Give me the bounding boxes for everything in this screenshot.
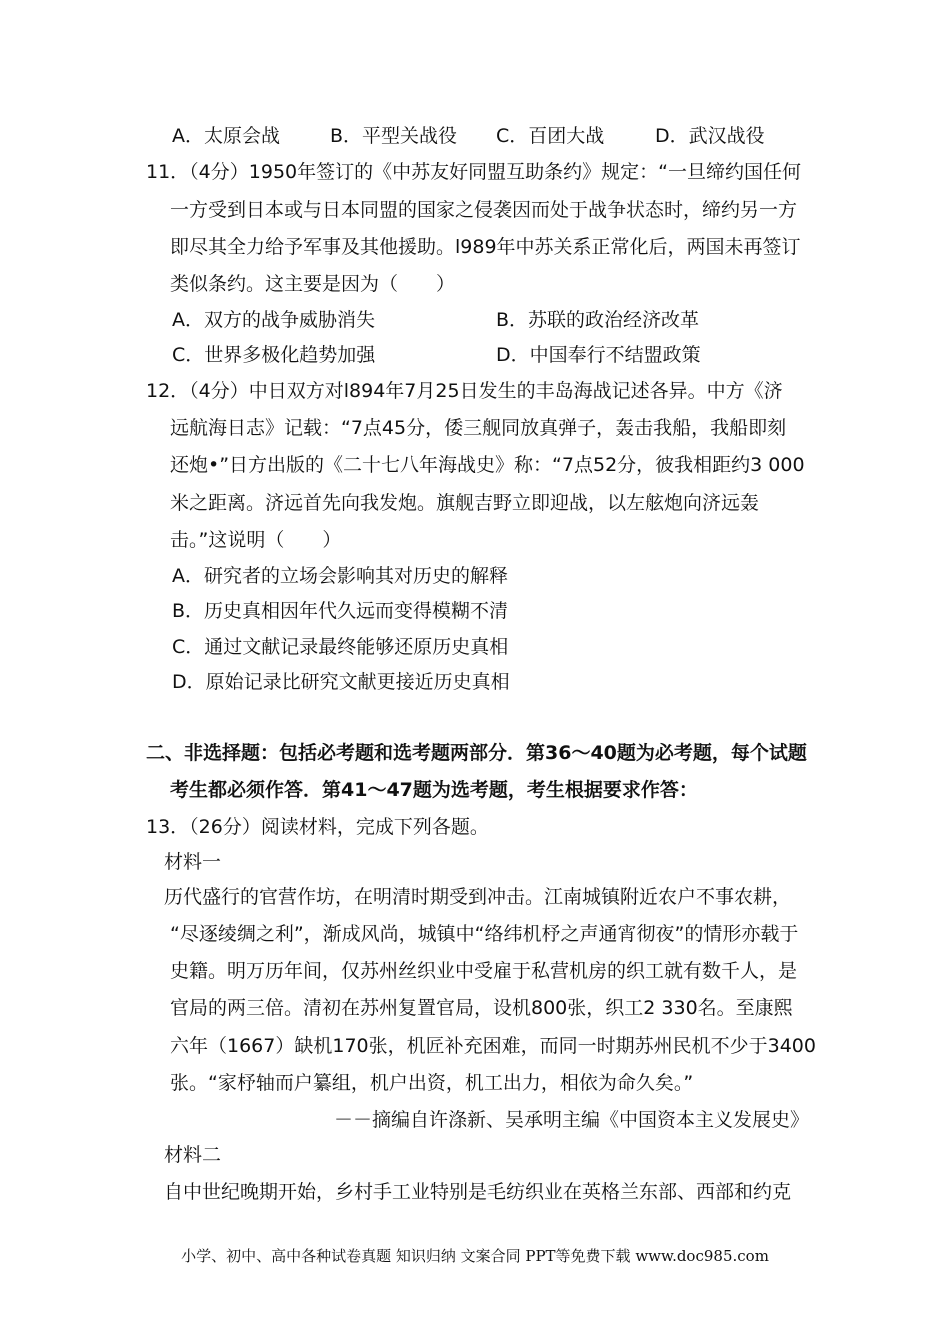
q12-option-d: D．原始记录比研究文献更接近历史真相 — [172, 671, 510, 693]
q11-option-a: A．双方的战争威胁消失 — [172, 309, 375, 331]
q10-option-a: A．太原会战 — [172, 125, 280, 147]
q12-option-a: A．研究者的立场会影响其对历史的解释 — [172, 565, 508, 587]
q13-material1-line-4: 官局的两三倍。清初在苏州复置官局，设机800张，织工2 330名。至康熙 — [170, 997, 793, 1019]
q11-line-4: 类似条约。这主要是因为（ ） — [170, 273, 456, 295]
q10-option-d: D．武汉战役 — [655, 125, 765, 147]
q13-material1-title: 材料一 — [164, 851, 222, 873]
q12-line-4: 米之距离。济远首先向我发炮。旗舰吉野立即迎战，以左舷炮向济远轰 — [170, 492, 760, 514]
q13-material2-line-1: 自中世纪晚期开始，乡村手工业特别是毛纺织业在英格兰东部、西部和约克 — [164, 1181, 792, 1203]
q13-header: 13．（26分）阅读材料，完成下列各题。 — [146, 816, 489, 838]
page-footer: 小学、初中、高中各种试卷真题 知识归纳 文案合同 PPT等免费下载 www.doc985.com — [181, 1247, 769, 1265]
q12-option-c: C．通过文献记录最终能够还原历史真相 — [172, 636, 509, 658]
q13-material1-line-3: 史籍。明万历年间，仅苏州丝织业中受雇于私营机房的织工就有数千人，是 — [170, 960, 798, 982]
q11-option-c: C．世界多极化趋势加强 — [172, 344, 376, 366]
q11-line-3: 即尽其全力给予军事及其他援助。l989年中苏关系正常化后，两国未再签订 — [170, 236, 801, 258]
q12-line-5: 击。”这说明（ ） — [170, 529, 342, 551]
q11-line-2: 一方受到日本或与日本同盟的国家之侵袭因而处于战争状态时，缔约另一方 — [170, 199, 798, 221]
q12-option-b: B．历史真相因年代久远而变得模糊不清 — [172, 600, 509, 622]
q10-option-b: B．平型关战役 — [330, 125, 458, 147]
q12-line-3: 还炮•”日方出版的《二十七八年海战史》称：“7点52分，彼我相距约3 000 — [170, 454, 805, 476]
q13-material1-line-2: “尽逐绫绸之利”，渐成风尚，城镇中“络纬机杼之声通宵彻夜”的情形亦载于 — [170, 923, 799, 945]
q13-material1-line-1: 历代盛行的官营作坊，在明清时期受到冲击。江南城镇附近农户不事农耕， — [164, 886, 792, 908]
q10-option-c: C．百团大战 — [496, 125, 605, 147]
q13-material1-source: －－摘编自许涤新、吴承明主编《中国资本主义发展史》 — [334, 1109, 810, 1131]
q13-material2-title: 材料二 — [164, 1144, 222, 1166]
q13-material1-line-5: 六年（1667）缺机170张，机匠补充困难，而同一时期苏州民机不少于3400 — [170, 1035, 816, 1057]
q13-material1-line-6: 张。“家杼轴而户纂组，机户出资，机工出力，相依为命久矣。” — [170, 1072, 694, 1094]
q12-line-1: 12．（4分）中日双方对l894年7月25日发生的丰岛海战记述各异。中方《济 — [146, 380, 783, 402]
q11-option-b: B．苏联的政治经济改革 — [496, 309, 700, 331]
section2-heading-line-1: 二、非选择题：包括必考题和选考题两部分．第36～40题为必考题，每个试题 — [146, 742, 807, 764]
q11-line-1: 11．（4分）1950年签订的《中苏友好同盟互助条约》规定：“一旦缔约国任何 — [146, 161, 801, 183]
q12-line-2: 远航海日志》记载：“7点45分，倭三舰同放真弹子，轰击我船，我船即刻 — [170, 417, 787, 439]
section2-heading-line-2: 考生都必须作答．第41～47题为选考题，考生根据要求作答： — [170, 779, 698, 801]
q11-option-d: D．中国奉行不结盟政策 — [496, 344, 701, 366]
